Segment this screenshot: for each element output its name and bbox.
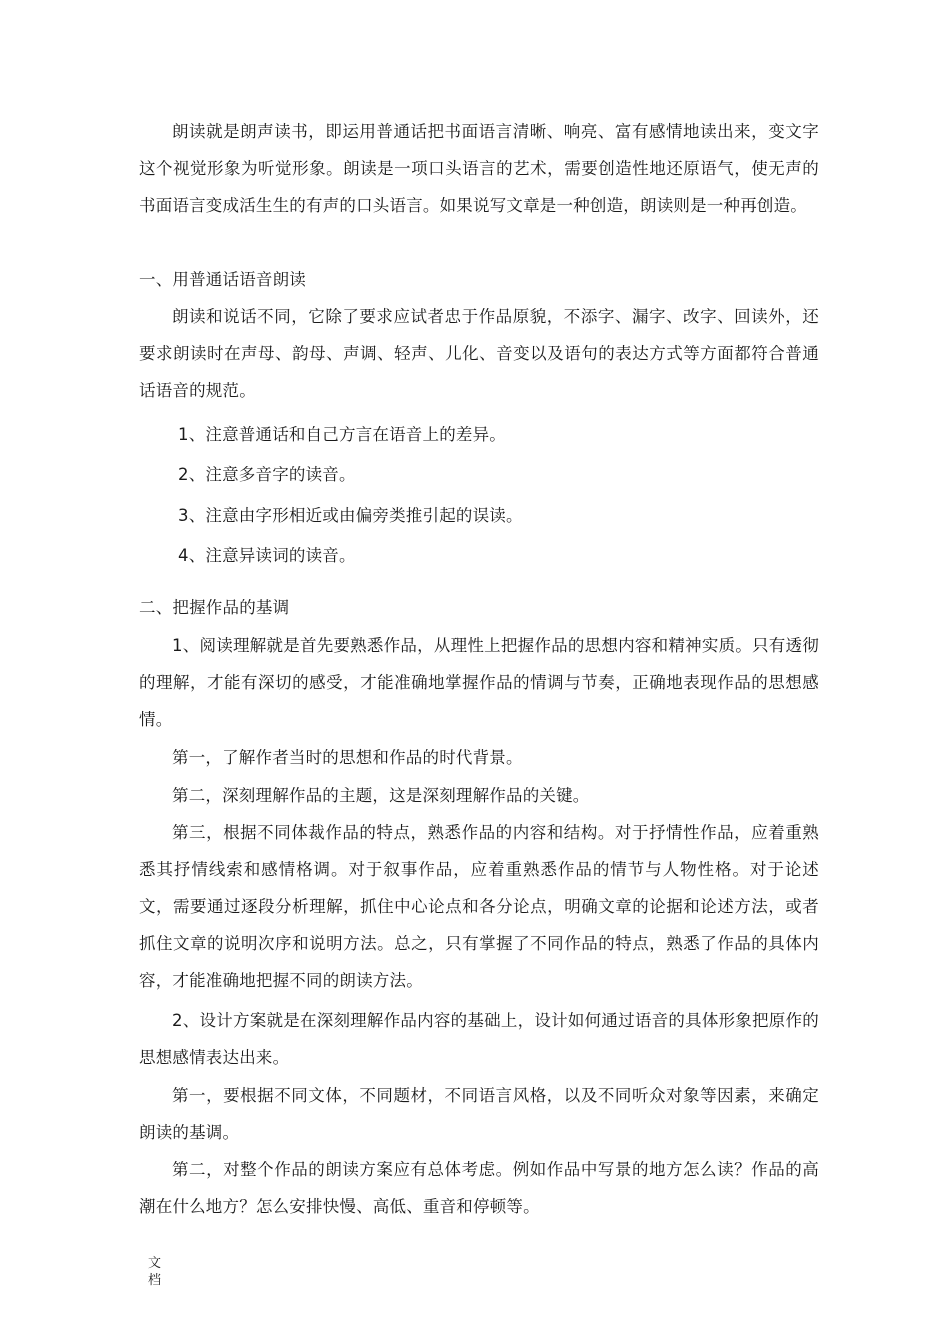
list-item: 4、注意异读词的读音。 — [178, 546, 356, 565]
footer-label: 文档 — [148, 1256, 162, 1288]
intro-paragraph: 朗读就是朗声读书，即运用普通话把书面语言清晰、响亮、富有感情地读出来，变文字这个视觉形象为听觉形象。朗读是一项口头语言的艺术，需要创造性地还原语气，使无声的书面语言变成活生生的有声的口头语言。如果说写文章是一种创造，朗读则是一种再创造。 — [139, 122, 819, 215]
section-1-heading: 一、用普通话语音朗读 — [139, 270, 306, 289]
section-1-paragraph: 朗读和说话不同，它除了要求应试者忠于作品原貌，不添字、漏字、改字、回读外，还要求朗读时在声母、韵母、声调、轻声、儿化、音变以及语句的表达方式等方面都符合普通话语音的规范。 — [139, 307, 819, 400]
section-2-paragraph-2: 第一，了解作者当时的思想和作品的时代背景。 — [172, 748, 523, 767]
list-item: 3、注意由字形相近或由偏旁类推引起的误读。 — [178, 506, 523, 525]
section-2-paragraph-6: 第一，要根据不同文体，不同题材，不同语言风格，以及不同听众对象等因素，来确定朗读的基调。 — [139, 1086, 819, 1142]
section-2-paragraph-1: 1、阅读理解就是首先要熟悉作品，从理性上把握作品的思想内容和精神实质。只有透彻的理解，才能有深切的感受，才能准确地掌握作品的情调与节奏，正确地表现作品的思想感情。 — [139, 636, 819, 729]
section-2-paragraph-7: 第二，对整个作品的朗读方案应有总体考虑。例如作品中写景的地方怎么读？作品的高潮在什么地方？怎么安排快慢、高低、重音和停顿等。 — [139, 1160, 819, 1216]
section-2-paragraph-3: 第二，深刻理解作品的主题，这是深刻理解作品的关键。 — [172, 786, 590, 805]
list-item: 2、注意多音字的读音。 — [178, 465, 356, 484]
section-2-paragraph-4: 第三，根据不同体裁作品的特点，熟悉作品的内容和结构。对于抒情性作品，应着重熟悉其抒情线索和感情格调。对于叙事作品，应着重熟悉作品的情节与人物性格。对于论述文，需要通过逐段分析理解，抓住中心论点和各分论点，明确文章的论据和论述方法，或者抓住文章的说明次序和说明方法。总之，只有掌握了不同作品的特点，熟悉了作品的具体内容，才能准确地把握不同的朗读方法。 — [139, 823, 819, 990]
section-2-paragraph-5: 2、设计方案就是在深刻理解作品内容的基础上，设计如何通过语音的具体形象把原作的思想感情表达出来。 — [139, 1011, 819, 1067]
section-2-heading: 二、把握作品的基调 — [139, 598, 290, 617]
list-item: 1、注意普通话和自己方言在语音上的差异。 — [178, 425, 506, 444]
